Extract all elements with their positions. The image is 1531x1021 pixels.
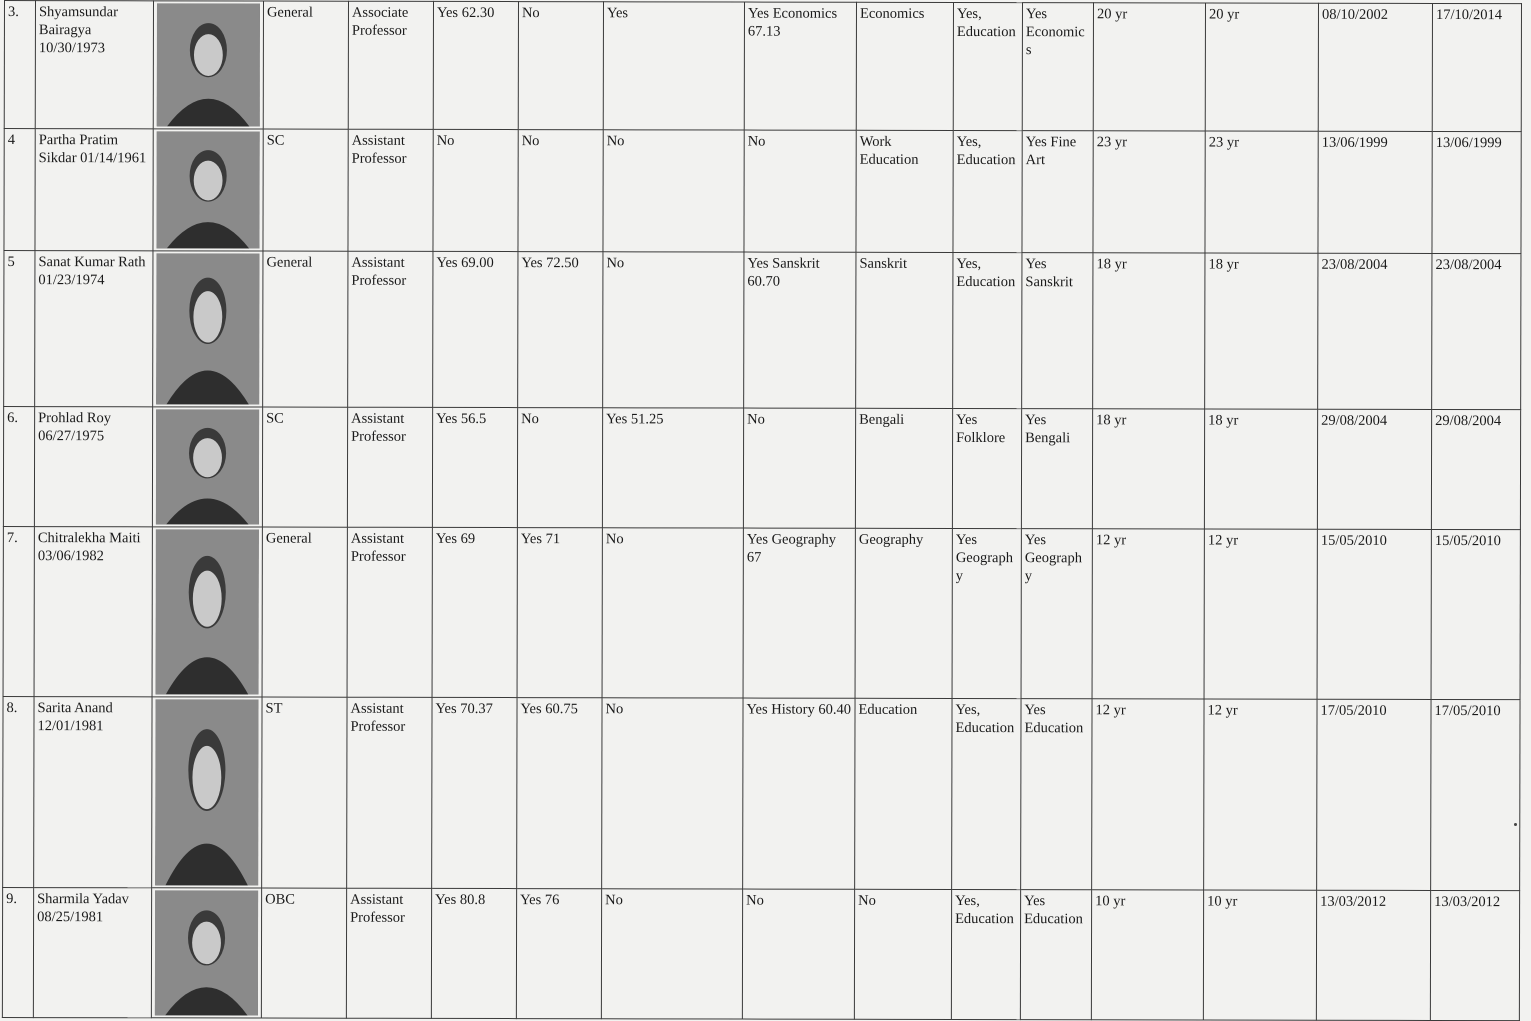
specialization: Yes Sanskrit	[1022, 253, 1093, 409]
name-and-dob: Shyamsundar Bairagya 10/30/1973	[35, 1, 153, 129]
other-qualification: No	[602, 528, 743, 698]
teaching-subject: Economics	[856, 2, 953, 130]
other-qualification: No	[603, 252, 744, 408]
name-and-dob: Prohlad Roy 06/27/1975	[34, 407, 152, 527]
photo-cell	[152, 697, 262, 888]
designation: Assistant Professor	[347, 527, 432, 697]
category: SC	[263, 129, 348, 251]
joining-date: 08/10/2002	[1318, 3, 1432, 131]
experience: 20 yr	[1093, 3, 1205, 131]
serial-number: 4	[4, 129, 35, 251]
ug-marks: Yes 56.5	[432, 407, 517, 527]
photo-cell	[153, 1, 263, 129]
table-row	[4, 1, 1521, 132]
category: ST	[262, 697, 347, 888]
teaching-subject: Bengali	[855, 408, 952, 528]
service-length: 12 yr	[1204, 699, 1317, 890]
specialization: Yes Economic s	[1022, 3, 1093, 131]
current-post-date: 13/06/1999	[1432, 131, 1521, 253]
table-row	[4, 129, 1521, 254]
ug-marks: No	[433, 129, 518, 251]
designation: Associate Professor	[348, 1, 433, 129]
subject-qualification: No	[742, 889, 854, 1019]
ug-marks: Yes 62.30	[433, 1, 518, 129]
current-post-date: 17/05/2010	[1431, 699, 1520, 890]
training: Yes, Education	[953, 252, 1022, 408]
training: Yes, Education	[953, 2, 1022, 130]
person-photo	[156, 529, 259, 694]
teaching-subject: No	[854, 889, 951, 1019]
teaching-subject: Geography	[855, 528, 952, 698]
serial-number: 8.	[3, 696, 34, 887]
service-length: 20 yr	[1205, 3, 1318, 131]
training: Yes, Education	[953, 130, 1022, 252]
photo-cell	[152, 527, 262, 697]
subject-qualification: No	[743, 408, 855, 528]
person-photo	[156, 409, 259, 524]
subject-qualification: No	[744, 130, 856, 252]
joining-date: 13/06/1999	[1318, 131, 1432, 253]
other-qualification: No	[602, 698, 743, 889]
specialization: Yes Education	[1020, 890, 1091, 1020]
category: General	[263, 1, 348, 129]
name-and-dob: Sanat Kumar Rath 01/23/1974	[35, 251, 153, 407]
name-and-dob: Sharmila Yadav 08/25/1981	[33, 888, 151, 1018]
current-post-date: 23/08/2004	[1432, 253, 1521, 409]
teaching-subject: Sanskrit	[856, 252, 953, 408]
specialization: Yes Education	[1021, 699, 1092, 890]
pg-marks: Yes 72.50	[518, 252, 603, 408]
category: General	[262, 527, 347, 697]
specialization: Yes Bengali	[1021, 409, 1092, 529]
experience: 12 yr	[1092, 699, 1204, 890]
service-length: 18 yr	[1204, 409, 1317, 529]
designation: Assistant Professor	[348, 251, 433, 407]
current-post-date: 15/05/2010	[1431, 529, 1520, 699]
table-row	[2, 887, 1519, 1020]
table-row	[4, 251, 1521, 410]
experience: 23 yr	[1093, 131, 1205, 253]
experience: 12 yr	[1092, 529, 1204, 699]
category: OBC	[261, 888, 346, 1018]
table-row	[3, 696, 1520, 890]
person-photo	[155, 699, 258, 885]
experience: 18 yr	[1092, 409, 1204, 529]
person-photo	[157, 3, 260, 126]
pg-marks: No	[518, 130, 603, 252]
specialization: Yes Fine Art	[1022, 131, 1093, 253]
photo-cell	[153, 251, 263, 407]
service-length: 23 yr	[1205, 131, 1318, 253]
pg-marks: No	[517, 408, 602, 528]
other-qualification: No	[603, 130, 744, 252]
other-qualification: Yes 51.25	[602, 408, 743, 528]
current-post-date: 29/08/2004	[1431, 409, 1520, 529]
training: Yes Folklore	[952, 408, 1021, 528]
faculty-table	[2, 0, 1522, 1021]
subject-qualification: Yes Sanskrit 60.70	[744, 252, 856, 408]
service-length: 18 yr	[1205, 253, 1318, 409]
joining-date: 15/05/2010	[1317, 529, 1431, 699]
serial-number: 7.	[3, 526, 34, 696]
ug-marks: Yes 80.8	[431, 888, 516, 1018]
photo-cell	[151, 888, 261, 1018]
current-post-date: 17/10/2014	[1432, 3, 1521, 131]
name-and-dob: Partha Pratim Sikdar 01/14/1961	[35, 129, 153, 251]
serial-number: 6.	[3, 407, 34, 527]
table-row	[3, 407, 1520, 530]
designation: Assistant Professor	[347, 407, 432, 527]
serial-number: 3.	[4, 1, 35, 129]
ug-marks: Yes 70.37	[432, 697, 517, 888]
service-length: 10 yr	[1203, 890, 1316, 1020]
other-qualification: Yes	[603, 2, 744, 130]
ug-marks: Yes 69	[432, 527, 517, 697]
training: Yes, Education	[951, 889, 1020, 1019]
experience: 18 yr	[1093, 253, 1205, 409]
teaching-subject: Work Education	[856, 130, 953, 252]
joining-date: 17/05/2010	[1317, 699, 1431, 890]
pg-marks: Yes 60.75	[517, 698, 602, 889]
designation: Assistant Professor	[348, 129, 433, 251]
experience: 10 yr	[1091, 890, 1203, 1020]
pg-marks: Yes 76	[516, 889, 601, 1019]
designation: Assistant Professor	[347, 697, 432, 888]
current-post-date: 13/03/2012	[1430, 890, 1519, 1020]
joining-date: 13/03/2012	[1316, 890, 1430, 1020]
other-qualification: No	[601, 889, 742, 1019]
subject-qualification: Yes Geography 67	[743, 528, 855, 698]
joining-date: 23/08/2004	[1318, 253, 1432, 409]
photo-cell	[152, 407, 262, 527]
table-row	[3, 526, 1520, 699]
serial-number: 9.	[2, 887, 33, 1017]
subject-qualification: Yes History 60.40	[743, 698, 855, 889]
name-and-dob: Chitralekha Maiti 03/06/1982	[34, 527, 152, 697]
category: SC	[262, 407, 347, 527]
specialization: Yes Geograph y	[1021, 529, 1092, 699]
teaching-subject: Education	[855, 698, 952, 889]
person-photo	[155, 890, 258, 1015]
pg-marks: No	[518, 2, 603, 130]
scan-speck	[1514, 823, 1517, 826]
joining-date: 29/08/2004	[1317, 409, 1431, 529]
training: Yes, Education	[952, 698, 1021, 889]
subject-qualification: Yes Economics 67.13	[744, 2, 856, 130]
training: Yes Geography	[952, 528, 1021, 698]
category: General	[263, 251, 348, 407]
person-photo	[156, 131, 259, 248]
pg-marks: Yes 71	[517, 528, 602, 698]
photo-cell	[153, 129, 263, 251]
designation: Assistant Professor	[346, 888, 431, 1018]
ug-marks: Yes 69.00	[433, 251, 518, 407]
serial-number: 5	[4, 251, 35, 407]
name-and-dob: Sarita Anand 12/01/1981	[34, 697, 152, 888]
person-photo	[156, 253, 259, 404]
service-length: 12 yr	[1204, 529, 1317, 699]
